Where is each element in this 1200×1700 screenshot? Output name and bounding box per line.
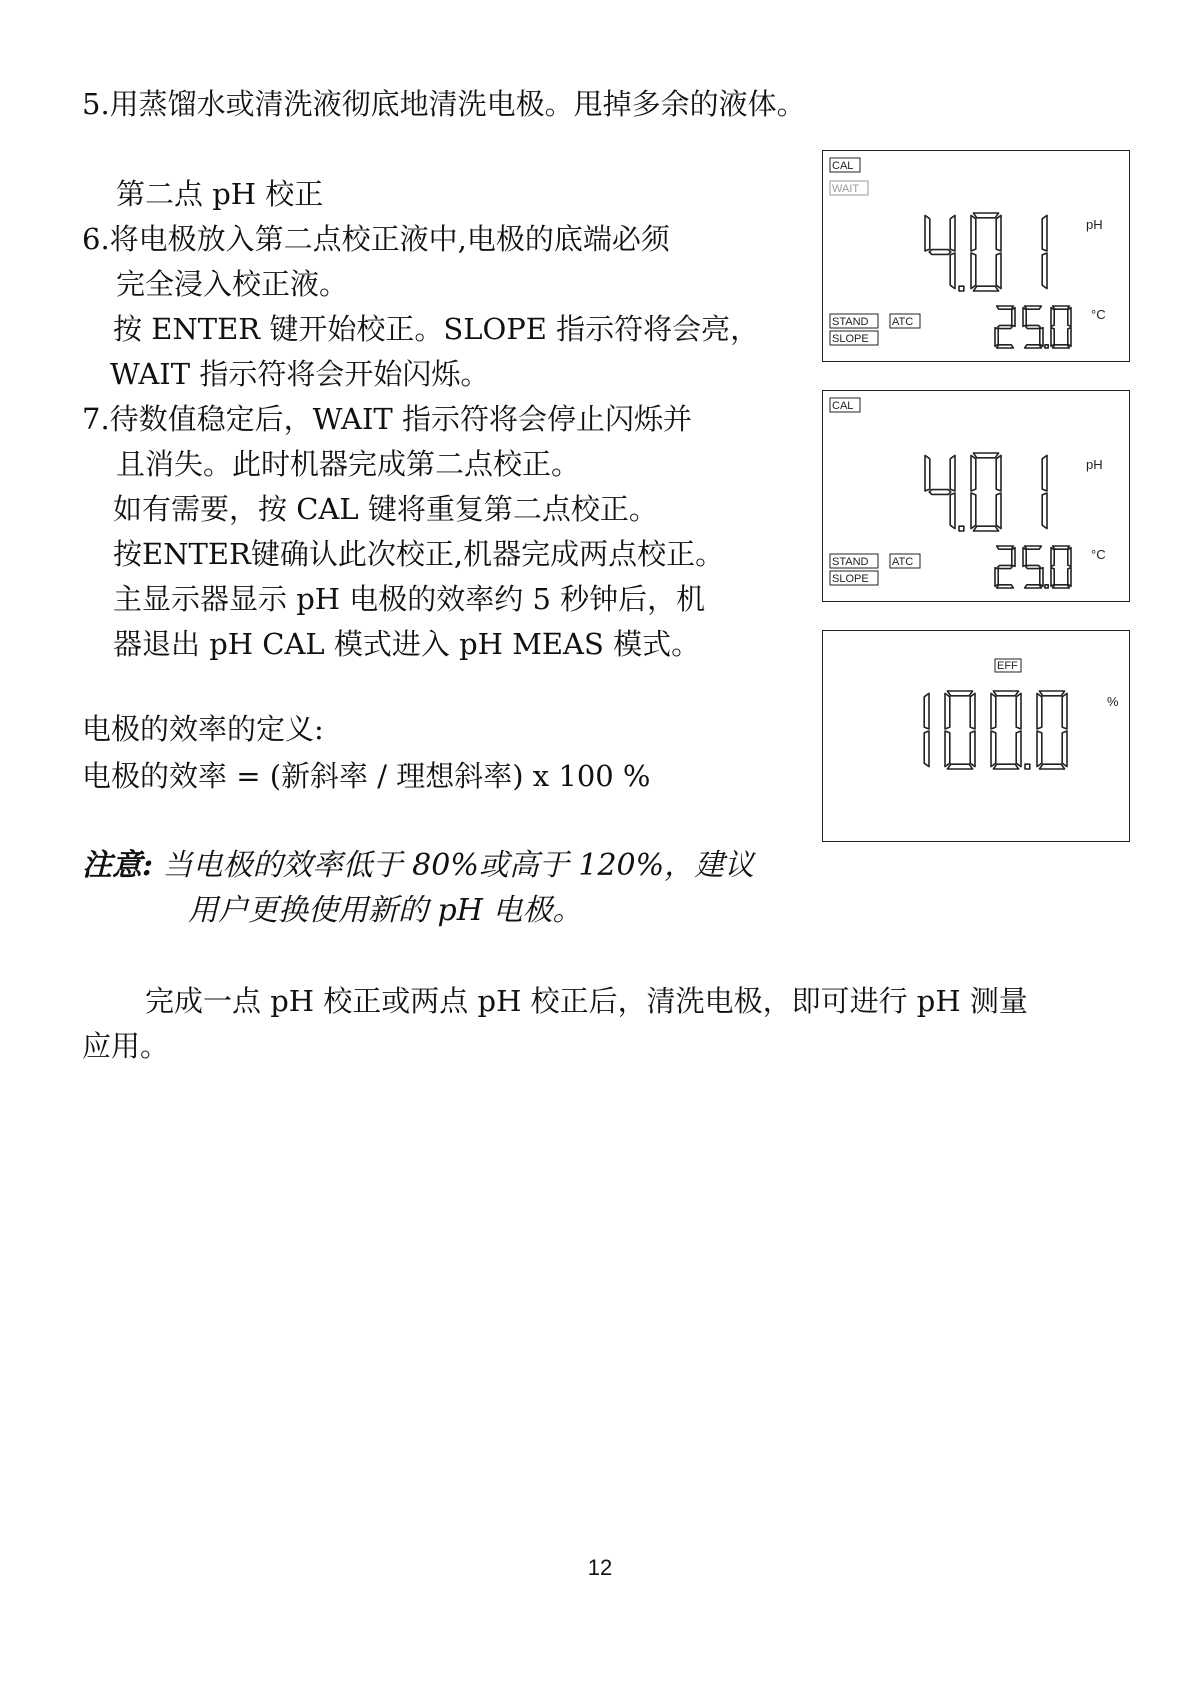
lcd-segment <box>1026 565 1040 568</box>
lcd-segment <box>950 455 955 491</box>
lcd-digit <box>971 213 1001 291</box>
lcd-segment <box>993 691 1018 696</box>
closing-line-2: 应用。 <box>82 1029 170 1063</box>
cal-indicator: CAL <box>832 160 854 172</box>
lcd-segment <box>997 345 1014 348</box>
lcd-digit <box>1042 455 1047 528</box>
lcd-digit <box>1037 691 1067 769</box>
lcd-digit <box>925 215 955 288</box>
lcd-segment <box>973 526 998 531</box>
lcd-segment <box>1051 568 1054 587</box>
lcd-segment <box>1053 345 1070 348</box>
lcd-segment <box>991 731 996 767</box>
section-title: 第二点 pH 校正 <box>116 177 324 211</box>
lcd-segment <box>947 764 972 769</box>
lcd-segment <box>1025 546 1042 549</box>
lcd-digit <box>995 546 1015 588</box>
step-6-line-4: WAIT 指示符将会开始闪烁。 <box>110 357 490 391</box>
note-text-1: 当电极的效率低于 80%或高于 120%，建议 <box>162 848 755 883</box>
ph-unit: pH <box>1086 457 1103 472</box>
lcd-segment <box>970 731 975 767</box>
lcd-segment <box>995 328 998 347</box>
closing-line-1: 完成一点 pH 校正或两点 pH 校正后，清洗电极，即可进行 pH 测量 <box>145 984 1028 1018</box>
celsius-unit: °C <box>1091 307 1106 322</box>
lcd-segment <box>1051 548 1054 567</box>
decimal-point <box>959 526 964 531</box>
lcd-segment <box>925 455 930 491</box>
efficiency-definition-title: 电极的效率的定义: <box>82 712 324 746</box>
main-reading <box>925 453 1047 531</box>
lcd-segment <box>924 731 929 767</box>
lcd-segment <box>1068 328 1071 347</box>
lcd-segment <box>1023 548 1026 567</box>
main-reading <box>925 213 1047 291</box>
lcd-segment <box>993 764 1018 769</box>
lcd-segment <box>1042 493 1047 529</box>
step-6-line-3: 按 ENTER 键开始校正。SLOPE 指示符将会亮， <box>113 312 760 346</box>
lcd-segment <box>1039 764 1064 769</box>
step-6-line-2: 完全浸入校正液。 <box>116 267 349 301</box>
lcd-segment <box>997 585 1014 588</box>
lcd-segment <box>973 286 998 291</box>
stand-indicator: STAND <box>832 316 869 328</box>
lcd-segment <box>997 306 1014 309</box>
lcd-segment <box>1068 308 1071 327</box>
lcd-segment <box>1012 308 1015 327</box>
lcd-segment <box>997 546 1014 549</box>
lcd-segment <box>1062 731 1067 767</box>
lcd-segment <box>971 493 976 529</box>
lcd-digit <box>945 691 975 769</box>
step-6-line-1: 6.将电极放入第二点校正液中,电极的底端必须 <box>82 222 670 256</box>
lcd-segment <box>947 691 972 696</box>
lcd-segment <box>1016 693 1021 729</box>
step-5: 5.用蒸馏水或清洗液彻底地清洗电极。甩掉多余的液体。 <box>82 87 806 121</box>
lcd-segment <box>1037 693 1042 729</box>
lcd-segment <box>971 455 976 491</box>
lcd-segment <box>996 455 1001 491</box>
lcd-segment <box>995 568 998 587</box>
stand-indicator: STAND <box>832 556 869 568</box>
lcd-segment <box>1025 345 1042 348</box>
slope-indicator: SLOPE <box>832 333 869 345</box>
lcd-segment <box>996 493 1001 529</box>
cal-indicator: CAL <box>832 400 854 412</box>
lcd-display-cal-done <box>822 390 1130 602</box>
lcd-display-cal-wait <box>822 150 1130 362</box>
wait-indicator: WAIT <box>832 183 860 195</box>
slope-indicator: SLOPE <box>832 573 869 585</box>
lcd-segment <box>1040 568 1043 587</box>
efficiency-reading <box>924 691 1067 769</box>
lcd-segment <box>950 253 955 289</box>
lcd-digit <box>1051 306 1071 348</box>
percent-unit: % <box>1107 694 1119 709</box>
lcd-digit <box>991 691 1021 769</box>
lcd-segment <box>1068 568 1071 587</box>
lcd-segment <box>924 693 929 729</box>
celsius-unit: °C <box>1091 547 1106 562</box>
note-line-2: 用户更换使用新的 pH 电极。 <box>188 893 583 928</box>
lcd-segment <box>929 250 950 255</box>
lcd-digit <box>971 453 1001 531</box>
lcd-segment <box>1053 585 1070 588</box>
lcd-digit <box>1023 306 1043 348</box>
lcd-segment <box>1012 548 1015 567</box>
efficiency-formula: 电极的效率 = (新斜率 / 理想斜率) x 100 % <box>82 759 651 793</box>
lcd-segment <box>1016 731 1021 767</box>
lcd-segment <box>1023 308 1026 327</box>
step-7-line-2: 且消失。此时机器完成第二点校正。 <box>116 447 581 481</box>
lcd-segment <box>971 215 976 251</box>
lcd-segment <box>1051 328 1054 347</box>
lcd-segment <box>1042 253 1047 289</box>
lcd-segment <box>950 215 955 251</box>
temperature-reading <box>995 546 1071 588</box>
lcd-segment <box>925 215 930 251</box>
lcd-segment <box>971 253 976 289</box>
lcd-segment <box>945 693 950 729</box>
lcd-digit <box>1023 546 1043 588</box>
lcd-segment <box>1026 325 1040 328</box>
step-7-line-1: 7.待数值稳定后，WAIT 指示符将会停止闪烁并 <box>82 402 692 436</box>
note-label: 注意: <box>82 848 154 883</box>
lcd-segment <box>1042 215 1047 251</box>
lcd-segment <box>991 693 996 729</box>
lcd-segment <box>1025 585 1042 588</box>
decimal-point <box>1045 345 1048 348</box>
lcd-segment <box>929 490 950 495</box>
lcd-digit <box>995 306 1015 348</box>
lcd-digit <box>924 693 929 766</box>
decimal-point <box>959 286 964 291</box>
lcd-segment <box>1042 455 1047 491</box>
step-7-line-4: 按ENTER键确认此次校正,机器完成两点校正。 <box>113 537 725 571</box>
lcd-segment <box>996 253 1001 289</box>
lcd-digit <box>925 455 955 528</box>
lcd-segment <box>973 213 998 218</box>
note-line-1 <box>82 844 754 888</box>
step-7-line-5: 主显示器显示 pH 电极的效率约 5 秒钟后，机 <box>113 582 706 616</box>
lcd-digit <box>1051 546 1071 588</box>
decimal-point <box>1045 585 1048 588</box>
lcd-segment <box>998 565 1012 568</box>
lcd-segment <box>1062 693 1067 729</box>
step-7-line-3: 如有需要，按 CAL 键将重复第二点校正。 <box>113 492 658 526</box>
step-7-line-6: 器退出 pH CAL 模式进入 pH MEAS 模式。 <box>113 627 701 661</box>
lcd-segment <box>1025 306 1042 309</box>
temperature-reading <box>995 306 1071 348</box>
lcd-segment <box>1068 548 1071 567</box>
lcd-segment <box>970 693 975 729</box>
lcd-segment <box>950 493 955 529</box>
lcd-segment <box>1039 691 1064 696</box>
atc-indicator: ATC <box>892 556 914 568</box>
lcd-segment <box>1053 306 1070 309</box>
lcd-segment <box>998 325 1012 328</box>
lcd-segment <box>1053 546 1070 549</box>
atc-indicator: ATC <box>892 316 914 328</box>
lcd-segment <box>1051 308 1054 327</box>
lcd-digit <box>1042 215 1047 288</box>
decimal-point <box>1025 764 1030 769</box>
lcd-segment <box>1037 731 1042 767</box>
lcd-segment <box>996 215 1001 251</box>
lcd-segment <box>973 453 998 458</box>
page-number: 12 <box>587 1555 613 1580</box>
eff-indicator: EFF <box>997 660 1018 672</box>
lcd-display-efficiency <box>822 630 1130 842</box>
lcd-segment <box>945 731 950 767</box>
lcd-segment <box>1040 328 1043 347</box>
ph-unit: pH <box>1086 217 1103 232</box>
